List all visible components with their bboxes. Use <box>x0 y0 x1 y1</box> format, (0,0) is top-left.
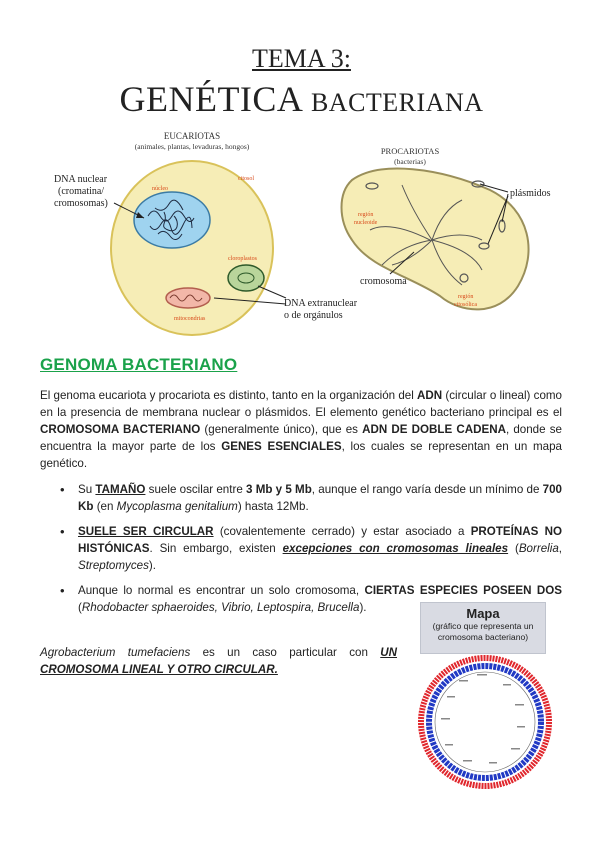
bullet-list-1 <box>40 481 562 515</box>
section-heading-genoma: GENOMA BACTERIANO <box>40 355 238 374</box>
cell-comparison-diagram <box>40 128 570 340</box>
mitocondrias-label: mitocondrias <box>174 316 206 322</box>
map-inner-ring <box>429 666 541 778</box>
region-citosolica-label-2: citosólica <box>454 302 477 308</box>
dna-nuclear-label-2: (cromatina/ <box>58 186 105 197</box>
map-gene-labels <box>441 674 525 764</box>
bullet-two-chromosomes: • Aunque lo normal es encontrar un solo cromosoma, CIERTAS ESPECIES POSEEN DOS (Rhodobacter sphaeroides, Vibrio, Leptospira, Brucella). <box>40 582 562 616</box>
map-caption-box <box>420 602 546 654</box>
dna-extra-label-1: DNA extranuclear <box>284 298 358 309</box>
eukaryotic-cell <box>111 161 273 335</box>
region-nucleoide-label-2: nucleoide <box>354 220 378 226</box>
map-outer-ring <box>421 658 549 786</box>
eucariotas-title: EUCARIOTAS <box>163 131 221 141</box>
citosol-label: citosol <box>238 176 254 182</box>
title-line-1: TEMA 3: <box>252 44 351 73</box>
bullet-list-2 <box>40 523 562 574</box>
genetic-map-illustration <box>415 652 555 792</box>
title-genetica: GENÉTICA <box>119 79 302 119</box>
agrobacterium-paragraph: Agrobacterium tumefaciens es un caso particular con UN CROMOSOMA LINEAL Y OTRO CIRCULAR. <box>40 646 398 676</box>
dna-extra-label-2: o de orgánulos <box>284 310 343 321</box>
cloroplastos-label: cloroplastos <box>228 256 257 262</box>
cromosoma-label: cromosoma <box>360 276 407 287</box>
bullet-circular: • SUELE SER CIRCULAR (covalentemente cerrado) y estar asociado a PROTEÍNAS NO HISTÓNICAS. Sin embargo, existen excepciones con cromosomas lineales (Borrelia, Streptomyces). <box>40 523 562 574</box>
title-bacteriana: BACTERIANA <box>310 88 484 117</box>
map-subtitle-2: cromosoma bacteriano) <box>437 632 529 642</box>
nucleo-label: núcleo <box>152 186 168 192</box>
region-citosolica-label-1: región <box>458 294 474 300</box>
map-center-line <box>435 672 535 772</box>
bullet-size: • Su TAMAÑO suele oscilar entre 3 Mb y 5 Mb, aunque el rango varía desde un mínimo de 700 Kb (en Mycoplasma genitalium) hasta 12Mb. <box>40 481 562 515</box>
title-line-2 <box>0 78 603 120</box>
mitochondrion <box>166 288 210 308</box>
map-subtitle-1: (gráfico que representa un <box>432 621 534 631</box>
map-title: Mapa <box>466 606 500 621</box>
dna-nuclear-label-1: DNA nuclear <box>54 174 108 185</box>
eucariotas-subtitle: (animales, plantas, levaduras, hongos) <box>134 142 250 151</box>
dna-nuclear-label-3: cromosomas) <box>54 198 108 209</box>
procariotas-title: PROCARIOTAS <box>380 146 440 156</box>
chloroplast <box>228 265 264 291</box>
plasmidos-label: plásmidos <box>510 188 551 199</box>
intro-paragraph: El genoma eucariota y procariota es distinto, tanto en la organización del ADN (circular o lineal) como en la presencia de membrana nuclear o plásmidos. El elemento genético bacteriano principal es el CROMOSOMA BACTERIANO (generalmente único), que es ADN DE DOBLE CADENA, donde se encuentra la mayor parte de los GENES ESENCIALES, los cuales se representan en un mapa genético. <box>40 389 562 470</box>
procariotas-subtitle: (bacterias) <box>394 157 426 166</box>
region-nucleoide-label-1: región <box>358 212 374 218</box>
